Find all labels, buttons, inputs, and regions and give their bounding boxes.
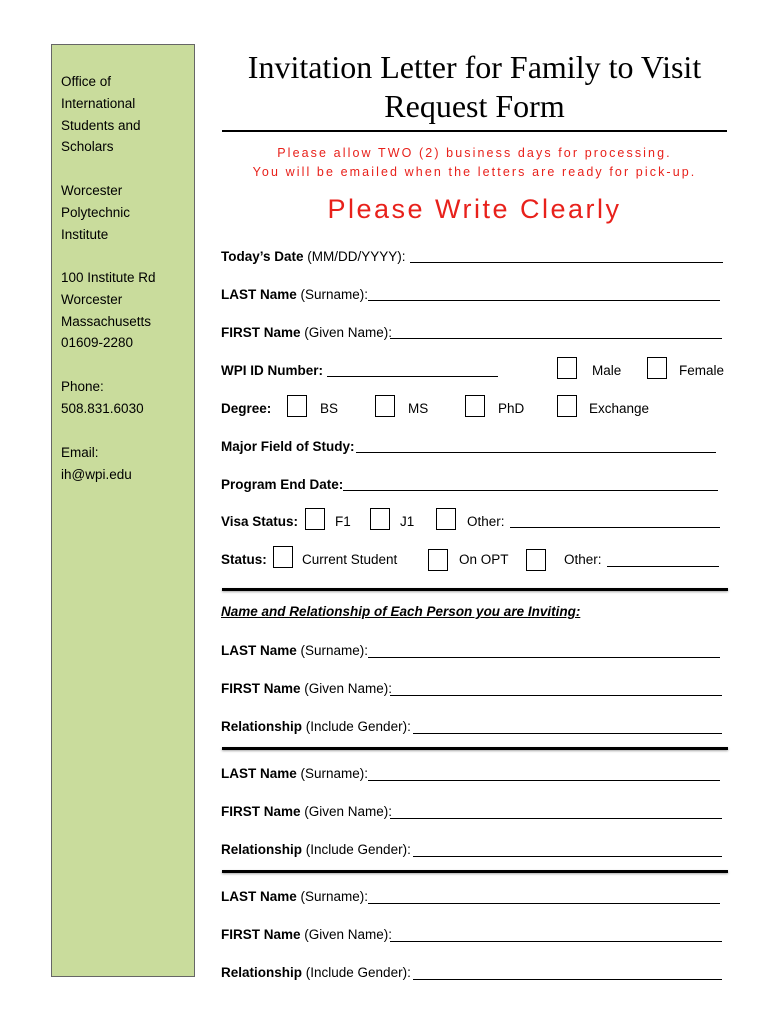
f1-label: F1 — [335, 514, 351, 529]
status-other-checkbox[interactable] — [526, 549, 546, 571]
first-name-label: FIRST Name (Given Name): — [221, 325, 393, 340]
date-label: Today’s Date (MM/DD/YYYY): — [221, 249, 406, 264]
on-opt-checkbox[interactable] — [428, 549, 448, 571]
visa-other-label: Other: — [467, 514, 505, 529]
write-clearly-heading: Please Write Clearly — [327, 194, 622, 224]
phd-label: PhD — [498, 401, 525, 416]
invitee-section-heading: Name and Relationship of Each Person you are Inviting: — [221, 604, 581, 619]
phone-number: 508.831.6030 — [61, 400, 144, 416]
female-checkbox[interactable] — [647, 357, 667, 379]
email-block: Email: ih@wpi.edu — [61, 442, 132, 486]
on-opt-label: On OPT — [459, 552, 509, 567]
status-label: Status: — [221, 552, 267, 567]
current-student-label: Current Student — [302, 552, 398, 567]
male-label: Male — [592, 363, 622, 378]
ms-label: MS — [408, 401, 429, 416]
invitee-divider — [222, 870, 728, 873]
invitee-3-last-name-label: LAST Name (Surname): — [221, 889, 369, 904]
major-field[interactable] — [356, 452, 716, 453]
invitee-2-relationship-label: Relationship (Include Gender): — [221, 842, 411, 857]
invitee-2-relationship-field[interactable] — [413, 856, 722, 857]
title-divider — [222, 130, 727, 132]
female-label: Female — [679, 363, 725, 378]
date-field[interactable] — [410, 262, 723, 263]
status-other-field[interactable] — [607, 566, 719, 567]
invitee-divider — [222, 747, 728, 750]
j1-label: J1 — [400, 514, 415, 529]
invitee-2-first-name-field[interactable] — [390, 818, 722, 819]
male-checkbox[interactable] — [557, 357, 577, 379]
office-name: Office of International Students and Scholars — [61, 74, 141, 155]
form-title: Invitation Letter for Family to Visit Request Form — [247, 49, 702, 124]
invitee-1-last-name-field[interactable] — [368, 657, 720, 658]
f1-checkbox[interactable] — [305, 508, 325, 530]
program-end-field[interactable] — [343, 490, 718, 491]
invitee-3-first-name-field[interactable] — [390, 941, 722, 942]
invitee-3-relationship-label: Relationship (Include Gender): — [221, 965, 411, 980]
ms-checkbox[interactable] — [375, 395, 395, 417]
processing-notice: Please allow TWO (2) business days for processing. — [277, 146, 672, 160]
invitee-1-last-name-label: LAST Name (Surname): — [221, 643, 369, 658]
phd-checkbox[interactable] — [465, 395, 485, 417]
exchange-checkbox[interactable] — [557, 395, 577, 417]
status-other-label: Other: — [564, 552, 602, 567]
institution-name: Worcester Polytechnic Institute — [61, 183, 131, 242]
invitee-2-first-name-label: FIRST Name (Given Name): — [221, 804, 393, 819]
phone-block: Phone: 508.831.6030 — [61, 376, 144, 420]
invitee-1-first-name-field[interactable] — [390, 695, 722, 696]
bs-checkbox[interactable] — [287, 395, 307, 417]
program-end-label: Program End Date: — [221, 477, 344, 492]
pickup-notice: You will be emailed when the letters are ready for pick-up. — [252, 165, 697, 179]
invitee-3-relationship-field[interactable] — [413, 979, 722, 980]
invitee-1-relationship-field[interactable] — [413, 733, 722, 734]
email-address[interactable]: ih@wpi.edu — [61, 466, 132, 482]
wpi-id-field[interactable] — [327, 376, 498, 377]
degree-label: Degree: — [221, 401, 272, 416]
bs-label: BS — [320, 401, 339, 416]
invitee-3-last-name-field[interactable] — [368, 903, 720, 904]
current-student-checkbox[interactable] — [273, 546, 293, 568]
first-name-field[interactable] — [390, 338, 722, 339]
last-name-label: LAST Name (Surname): — [221, 287, 369, 302]
contact-sidebar — [51, 44, 195, 977]
visa-other-checkbox[interactable] — [436, 508, 456, 530]
address: 100 Institute Rd Worcester Massachusetts 01609-2280 — [61, 270, 156, 351]
major-label: Major Field of Study: — [221, 439, 355, 454]
visa-other-field[interactable] — [510, 527, 720, 528]
visa-status-label: Visa Status: — [221, 514, 299, 529]
j1-checkbox[interactable] — [370, 508, 390, 530]
invitee-1-first-name-label: FIRST Name (Given Name): — [221, 681, 393, 696]
wpi-id-label: WPI ID Number: — [221, 363, 324, 378]
exchange-label: Exchange — [589, 401, 650, 416]
section-divider — [222, 588, 728, 591]
invitee-3-first-name-label: FIRST Name (Given Name): — [221, 927, 393, 942]
invitee-1-relationship-label: Relationship (Include Gender): — [221, 719, 411, 734]
invitee-2-last-name-label: LAST Name (Surname): — [221, 766, 369, 781]
last-name-field[interactable] — [368, 300, 720, 301]
invitee-2-last-name-field[interactable] — [368, 780, 720, 781]
